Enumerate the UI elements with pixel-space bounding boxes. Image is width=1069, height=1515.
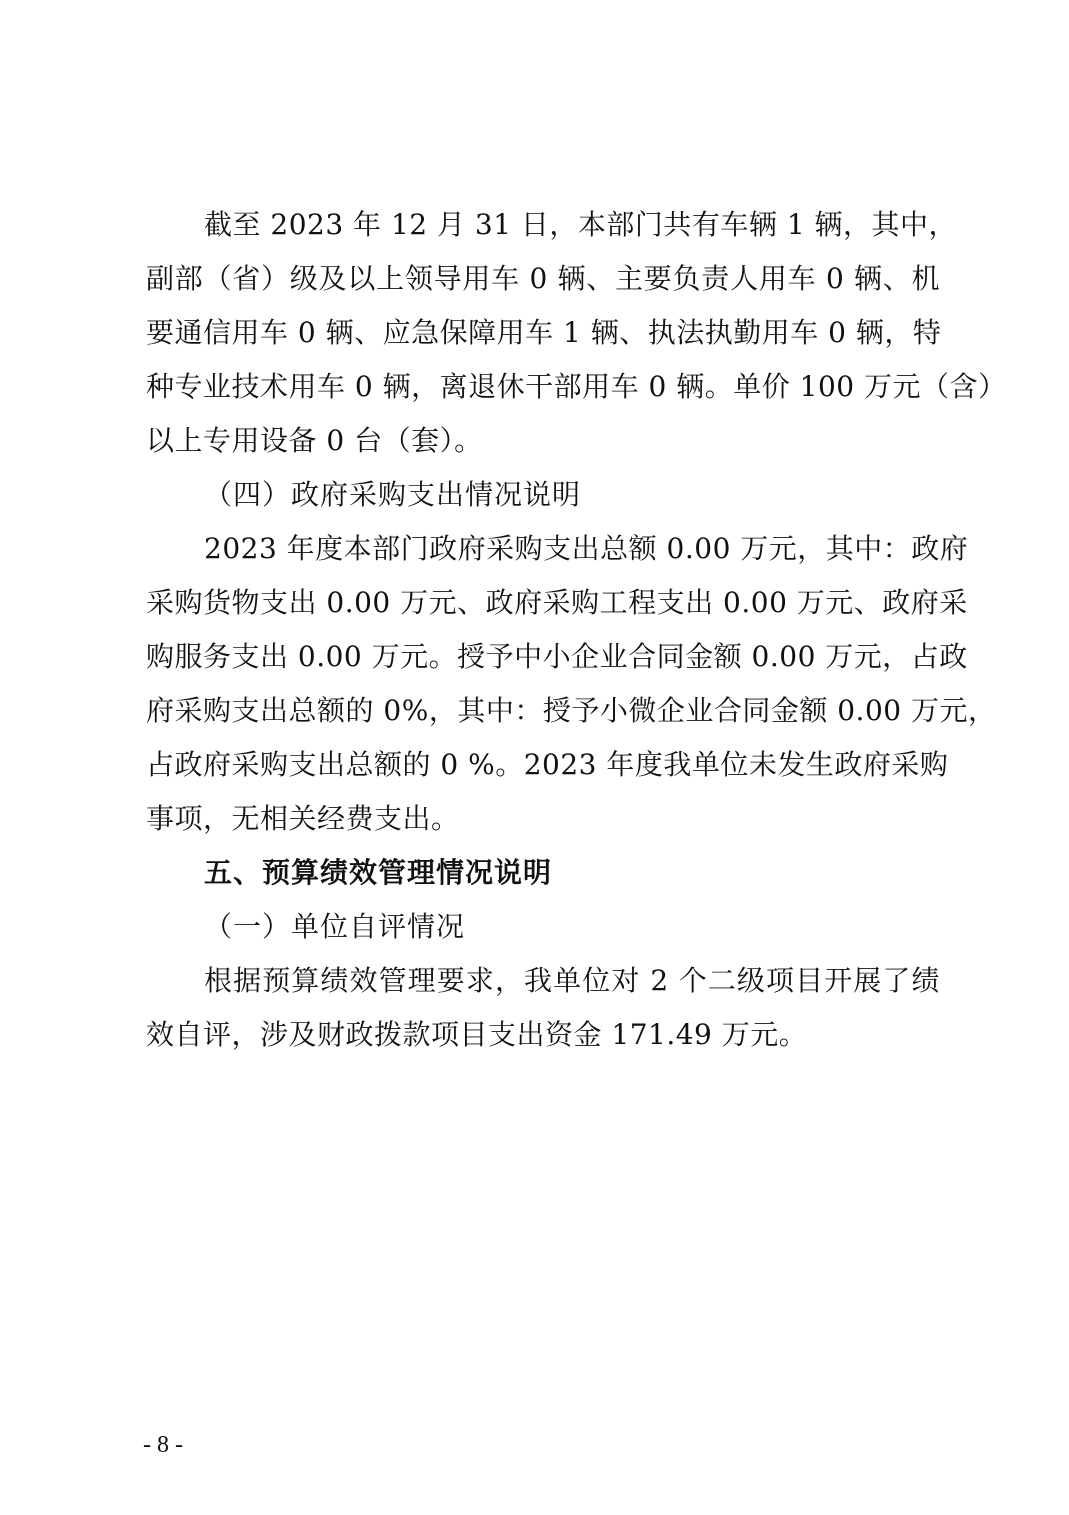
paragraph-procurement [146,522,997,846]
paragraph-vehicles [146,198,1007,468]
paragraph-self-eval [146,954,940,1062]
page-content [146,198,1007,1062]
paragraph-line: 效自评，涉及财政拨款项目支出资金 171.49 万元。 [146,1018,808,1051]
paragraph-line: 府采购支出总额的 0%，其中：授予小微企业合同金额 0.00 万元， [146,694,997,727]
paragraph-line: 截至 2023 年 12 月 31 日，本部门共有车辆 1 辆，其中， [204,208,958,241]
paragraph-line: 根据预算绩效管理要求，我单位对 2 个二级项目开展了绩 [204,964,940,997]
section-heading-performance: 五、预算绩效管理情况说明 [204,856,553,889]
section-heading-procurement: （四）政府采购支出情况说明 [204,478,582,511]
subsection-heading-self-eval: （一）单位自评情况 [204,910,466,943]
page-number: - 8 - [143,1432,183,1458]
paragraph-line: 种专业技术用车 0 辆，离退休干部用车 0 辆。单价 100 万元（含） [146,370,1007,403]
paragraph-line: 2023 年度本部门政府采购支出总额 0.00 万元，其中：政府 [204,532,969,565]
paragraph-line: 以上专用设备 0 台（套）。 [146,424,483,457]
paragraph-line: 事项，无相关经费支出。 [146,802,460,835]
paragraph-line: 购服务支出 0.00 万元。授予中小企业合同金额 0.00 万元，占政 [146,640,968,673]
paragraph-line: 副部（省）级及以上领导用车 0 辆、主要负责人用车 0 辆、机 [146,262,940,295]
paragraph-line: 采购货物支出 0.00 万元、政府采购工程支出 0.00 万元、政府采 [146,586,968,619]
paragraph-line: 占政府采购支出总额的 0 %。2023 年度我单位未发生政府采购 [146,748,949,781]
paragraph-line: 要通信用车 0 辆、应急保障用车 1 辆、执法执勤用车 0 辆，特 [146,316,942,349]
